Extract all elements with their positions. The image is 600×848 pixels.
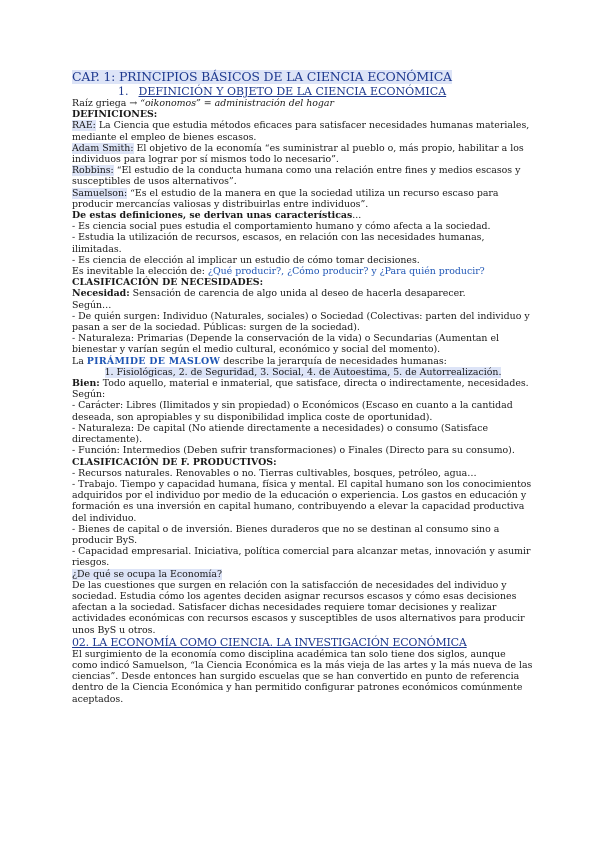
segun-label: Según: (72, 389, 106, 401)
section-1-label: DEFINICIÓN Y OBJETO DE LA CIENCIA ECONÓMICA (138, 85, 447, 98)
def-rae (72, 120, 534, 142)
caract-heading-line (72, 210, 534, 221)
list-item: - Carácter: Libres (Ilimitados y sin propiedad) o Económicos (Escaso en cuanto a la cantidad deseada, son apropiables y su disponibilidad implica coste de oportunidad). (72, 400, 513, 423)
clasif-necesidades-heading: CLASIFICACIÓN DE NECESIDADES: (72, 277, 264, 289)
piramide-suffix: describe la jerarquía de necesidades humanas: (220, 355, 447, 367)
section-2-paragraph: El surgimiento de la economía como disciplina académica tan solo tiene dos siglos, aunque como indicó Samuelson, “la Ciencia Económica es la más vieja de las artes y la más nueva de las ciencias”. Desde entonces han surgido escuelas que se han convertido en punto de referencia dentro de la Ciencia Económica y han permitido configurar patrones económicos comúnmente aceptados. (72, 648, 533, 705)
piramide-prefix: La (72, 355, 87, 367)
def-text: “El estudio de la conducta humana como una relación entre fines y medios escasos y susceptibles de usos alternativos”. (72, 165, 521, 188)
list-item: - Es ciencia social pues estudia el comportamiento humano y cómo afecta a la sociedad. (72, 221, 491, 233)
bien-text: Todo aquello, material e inmaterial, que satisface, directa o indirectamente, necesidades. (99, 378, 529, 390)
def-adam-smith (72, 143, 534, 165)
clasif-factores-heading: CLASIFICACIÓN DE F. PRODUCTIVOS: (72, 456, 277, 468)
necesidad-text: Sensación de carencia de algo unida al deseo de hacerla desaparecer. (129, 288, 466, 300)
list-item: - Recursos naturales. Renovables o no. Tierras cultivables, bosques, petróleo, agua… (72, 467, 477, 479)
def-text: El objetivo de la economía “es suministrar al pueblo o, más propio, habilitar a los individuos para lograr por sí mismos todo lo necesario”. (72, 142, 524, 166)
piramide-levels: 1. Fisiológicas, 2. de Seguridad, 3. Social, 4. de Autoestima, 5. de Autorrealización. (104, 366, 502, 378)
list-item: - Naturaleza: Primarias (Depende la conservación de la vida) o Secundarias (Aumentan el bienestar y varían según el medio cultural, económico y social del momento). (72, 333, 499, 356)
list-item: - De quién surgen: Individuo (Naturales, sociales) o Sociedad (Colectivas: parten del individuo y pasan a ser de la sociedad. Públicas: surgen de la sociedad). (72, 310, 530, 334)
def-text: “Es el estudio de la manera en que la sociedad utiliza un recurso escaso para producir mercancías valiosas y distribuirlas entre individuos”. (72, 187, 499, 210)
section-1-heading (72, 85, 534, 98)
section-2-heading: 02. LA ECONOMÍA COMO CIENCIA. LA INVESTIGACIÓN ECONÓMICA (72, 635, 467, 649)
def-author: Robbins: (72, 165, 114, 177)
bien-label: Bien: (72, 378, 100, 390)
def-author: Samuelson: (72, 187, 128, 199)
inevitable-prefix: Es inevitable la elección de: (72, 266, 208, 278)
list-item: - Función: Intermedios (Deben sufrir transformaciones) o Finales (Directo para su consumo). (72, 445, 515, 457)
raiz-text: “oikonomos” = administración del hogar (140, 98, 334, 109)
list-item: - Capacidad empresarial. Iniciativa, política comercial para alcanzar metas, innovación y asumir riesgos. (72, 546, 531, 569)
raiz-line (72, 98, 534, 109)
list-item: - Naturaleza: De capital (No atiende directamente a necesidades) o consumo (Satisface directamente). (72, 422, 488, 446)
segun-label: Según… (72, 299, 112, 311)
def-text: La Ciencia que estudia métodos eficaces para satisfacer necesidades humanas materiales, mediante el empleo de bienes escasos. (72, 120, 530, 143)
inevitable-line (72, 266, 534, 277)
list-item: - Bienes de capital o de inversión. Bienes duraderos que no se destinan al consumo sino a producir ByS. (72, 523, 500, 546)
bien-def (72, 378, 534, 389)
chapter-title: CAP. 1: PRINCIPIOS BÁSICOS DE LA CIENCIA ECONÓMICA (72, 69, 452, 84)
ocupa-question: ¿De qué se ocupa la Economía? (72, 568, 222, 580)
piramide-name: PIRÁMIDE DE MASLOW (86, 355, 221, 367)
piramide-levels-line (72, 367, 534, 378)
raiz-prefix: Raíz griega → (72, 98, 141, 109)
caract-heading: De estas definiciones, se derivan unas características (72, 210, 353, 222)
ocupa-paragraph: De las cuestiones que surgen en relación con la satisfacción de necesidades del individuo y sociedad. Estudia cómo los agentes deciden asignar recursos escasos y cómo esas decisiones afectan a la sociedad. Satisfacer dichas necesidades requiere tomar decisiones y realizar actividades económicas con recursos escasos y susceptibles de usos alternativos para producir unos ByS u otros. (72, 579, 525, 636)
piramide-line (72, 356, 534, 367)
inevitable-questions: ¿Qué producir?, ¿Cómo producir? y ¿Para quién producir? (207, 266, 485, 278)
necesidad-label: Necesidad: (72, 288, 130, 300)
def-samuelson (72, 188, 534, 210)
definiciones-heading: DEFINICIONES: (72, 109, 158, 121)
list-item: - Trabajo. Tiempo y capacidad humana, física y mental. El capital humano son los conocimientos adquiridos por el individuo por medio de la educación o experiencia. Los gastos en educación y formación es una inversión en capital humano, contribuyendo a elevar la capacidad productiva del individuo. (72, 478, 532, 524)
def-robbins (72, 165, 534, 187)
def-author: Adam Smith: (72, 142, 134, 154)
section-1-number: 1. (118, 85, 129, 98)
def-author: RAE: (72, 120, 96, 132)
list-item: - Estudia la utilización de recursos, escasos, en relación con las necesidades humanas, ilimitadas. (72, 232, 485, 255)
necesidad-def (72, 288, 534, 299)
ocupa-question-line (72, 569, 534, 580)
list-item: - Es ciencia de elección al implicar un estudio de cómo tomar decisiones. (72, 254, 420, 266)
caract-ellipsis: ... (352, 210, 362, 222)
